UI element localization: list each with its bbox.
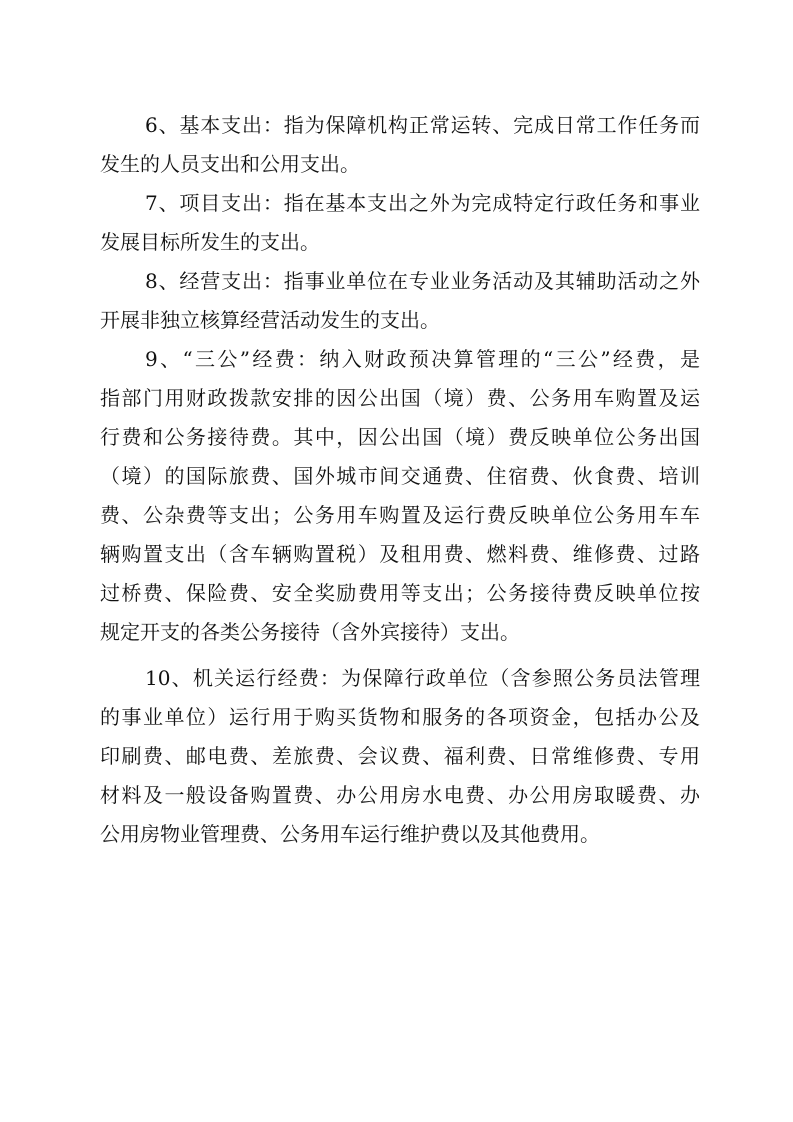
text-line: 指部门用财政拨款安排的因公出国（境）费、公务用车购置及运 — [100, 386, 700, 410]
text-line: 费、公杂费等支出；公务用车购置及运行费反映单位公务用车车 — [100, 503, 700, 527]
text-line: 9、“三公”经费：纳入财政预决算管理的“三公”经费，是 — [145, 347, 700, 371]
text-line: （境）的国际旅费、国外城市间交通费、住宿费、伙食费、培训 — [100, 464, 700, 488]
paragraph-project-expenditure — [100, 184, 700, 262]
text-line: 材料及一般设备购置费、办公用房水电费、办公用房取暖费、办 — [100, 783, 700, 807]
text-line: 辆购置支出（含车辆购置税）及租用费、燃料费、维修费、过路 — [100, 542, 700, 566]
paragraph-operating-expenditure — [100, 262, 700, 340]
text-line: 7、项目支出：指在基本支出之外为完成特定行政任务和事业 — [145, 191, 700, 215]
text-line: 10、机关运行经费：为保障行政单位（含参照公务员法管理 — [145, 666, 700, 690]
text-line: 8、经营支出：指事业单位在专业业务活动及其辅助活动之外 — [145, 269, 700, 293]
text-line: 6、基本支出：指为保障机构正常运转、完成日常工作任务而 — [145, 113, 700, 137]
paragraph-basic-expenditure — [100, 106, 700, 184]
text-line: 规定开支的各类公务接待（含外宾接待）支出。 — [100, 620, 520, 644]
text-line: 发展目标所发生的支出。 — [100, 230, 320, 254]
paragraph-agency-operating-expenses — [100, 659, 700, 854]
text-line: 印刷费、邮电费、差旅费、会议费、福利费、日常维修费、专用 — [100, 744, 700, 768]
paragraph-three-public-expenses — [100, 340, 700, 652]
document-page — [100, 106, 700, 854]
text-line: 开展非独立核算经营活动发生的支出。 — [100, 308, 440, 332]
text-line: 过桥费、保险费、安全奖励费用等支出；公务接待费反映单位按 — [100, 581, 700, 605]
text-line: 公用房物业管理费、公务用车运行维护费以及其他费用。 — [100, 822, 600, 846]
text-line: 发生的人员支出和公用支出。 — [100, 152, 360, 176]
text-line: 的事业单位）运行用于购买货物和服务的各项资金，包括办公及 — [100, 705, 700, 729]
text-line: 行费和公务接待费。其中，因公出国（境）费反映单位公务出国 — [100, 425, 700, 449]
